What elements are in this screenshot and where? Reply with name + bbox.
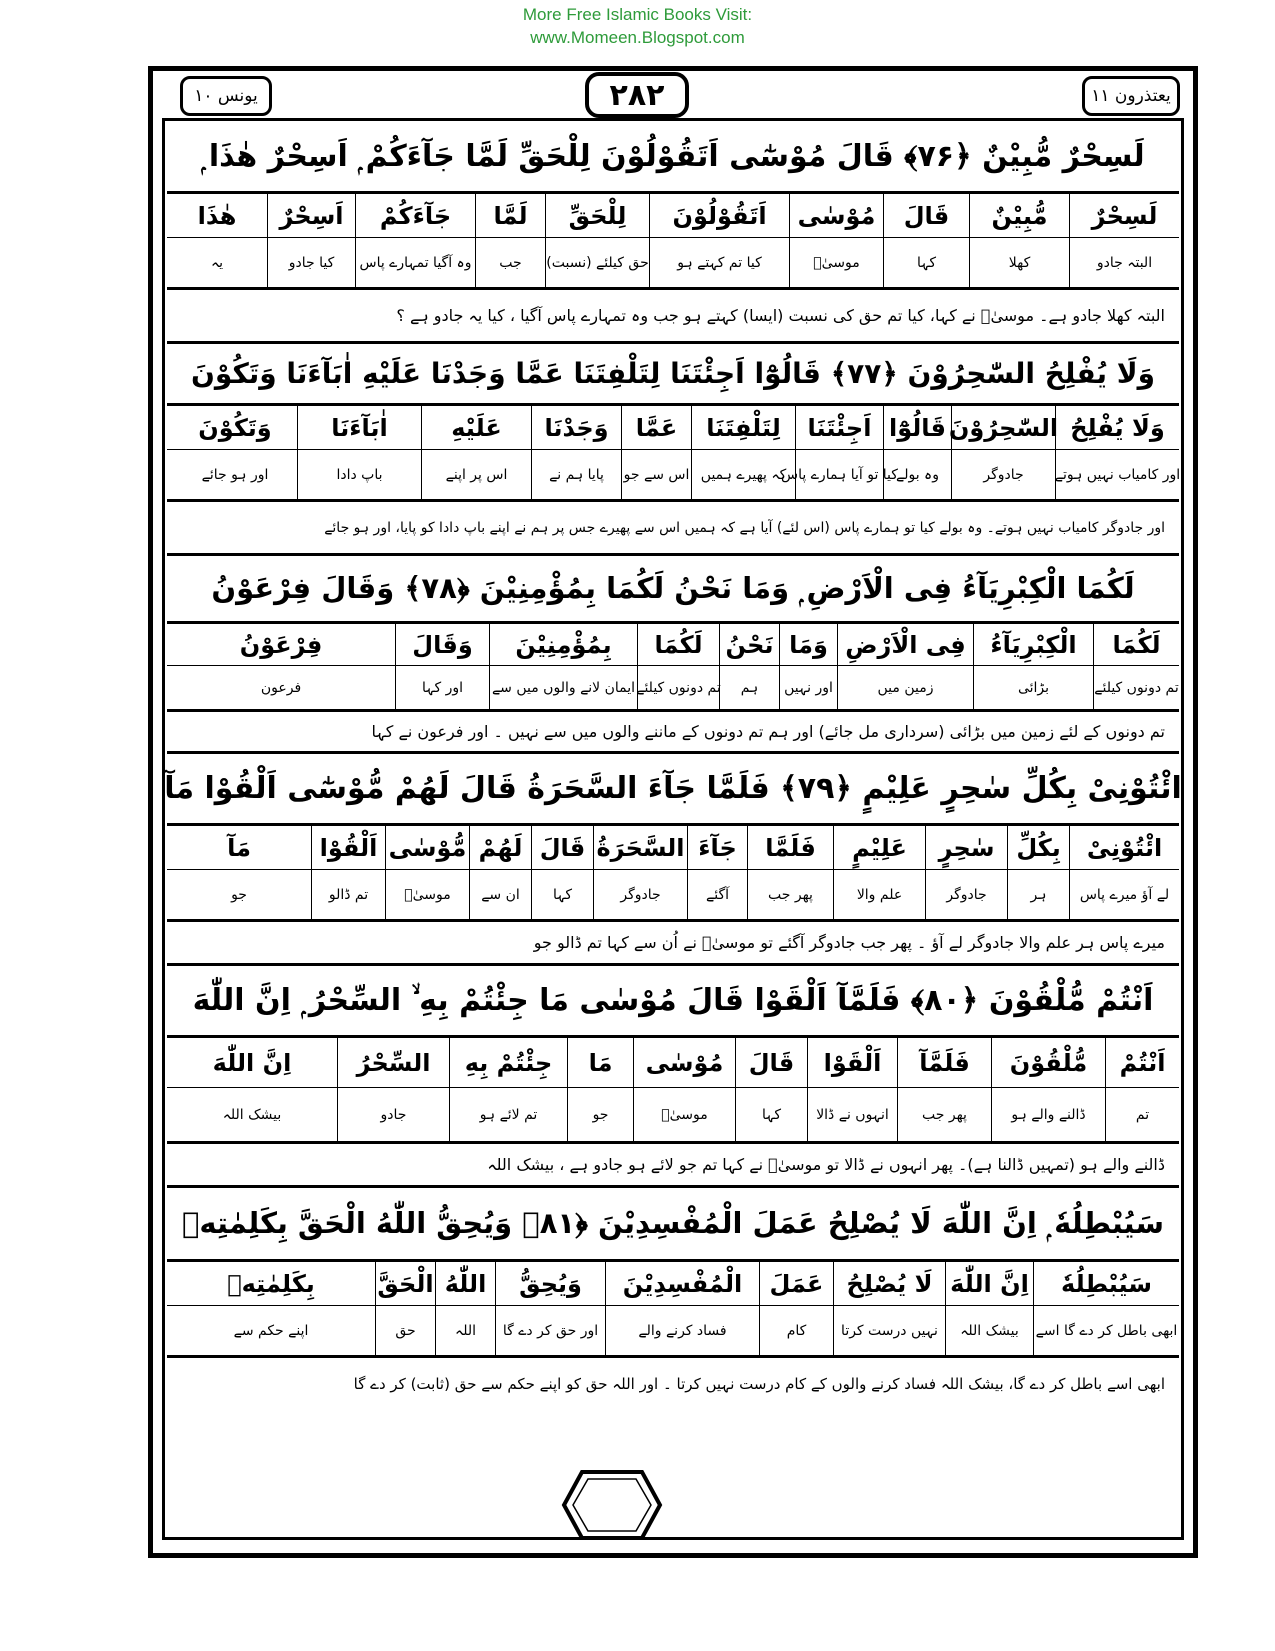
arabic-word: سٰحِرٍ [925,826,1007,869]
urdu-meaning: جادو [337,1088,449,1141]
urdu-meaning: اس پر اپنے [421,450,531,499]
arabic-word: لَسِحْرٌ [1069,194,1179,237]
para-label-text: یعتذرون ۱۱ [1091,86,1171,106]
urdu-meaning: جادوگر [951,450,1055,499]
urdu-meaning-row [167,238,1179,287]
urdu-meaning: ایمان لانے والوں میں سے [489,666,637,709]
arabic-word: فِرْعَوْنُ [239,630,323,659]
urdu-meaning: اور کامیاب نہیں ہوتے [1055,450,1179,499]
urdu-meaning: موسیٰؑ [385,870,469,919]
arabic-word: اَلْقُوْا [311,826,385,869]
urdu-meaning: موسیٰؑ [633,1088,735,1141]
arabic-word: مُّلْقُوْنَ [991,1038,1105,1087]
arabic-word: اَجِئْتَنَا [795,406,883,449]
urdu-meaning: اور نہیں [779,666,837,709]
urdu-meaning: کہ پھیرے ہمیں [691,450,795,499]
arabic-word: مَآ [227,833,251,862]
arabic-word: مُّوْسٰی [385,826,469,869]
urdu-meaning: وہ آگیا تمہارے پاس [355,238,475,287]
verse-line: لَكُمَا الْكِبْرِیَآءُ فِی الْاَرْضِ ۭ وَمَا نَحْنُ لَكُمَا بِمُؤْمِنِیْنَ ﴿۷۸﴾ وَقَالَ فِرْعَوْنُ [167,556,1179,624]
header-link-line1[interactable]: More Free Islamic Books Visit: [522,5,753,24]
arabic-word-row [167,826,1179,870]
urdu-meaning: اپنے حکم سے [233,1322,309,1339]
urdu-meaning: ہر [1007,870,1069,919]
urdu-meaning: ڈالنے والے ہو [991,1088,1105,1141]
urdu-meaning: اور ہو جائے [201,466,269,483]
arabic-word: اَسِحْرٌ [267,194,355,237]
arabic-word: وَتَكُوْنَ [198,413,272,442]
arabic-word: عَلَیْهِ [421,406,531,449]
page-number-text: ۲۸۲ [609,77,665,113]
arabic-word-row [167,1262,1179,1306]
urdu-meaning: ہم [719,666,779,709]
hexagon-ornament [562,1470,662,1540]
arabic-word: لِتَلْفِتَنَا [691,406,795,449]
word-grid [167,826,1179,922]
arabic-word: فَلَمَّا [747,826,833,869]
arabic-word: مَا [567,1038,633,1087]
arabic-word: وَقَالَ [395,624,489,665]
urdu-meaning: پایا ہم نے [531,450,621,499]
arabic-word: لَهُمْ [469,826,531,869]
arabic-word: قَالَ [883,194,969,237]
word-grid [167,406,1179,502]
arabic-word: مُوْسٰی [789,194,883,237]
verse-line: لَسِحْرٌ مُّبِیْنٌ ﴿۷۶﴾ قَالَ مُوْسٰٓی اَتَقُوْلُوْنَ لِلْحَقِّ لَمَّا جَآءَكُمْ ۭ اَسِحْرٌ ھٰذَا ۭ [167,122,1179,194]
urdu-meaning: کیا جادو [267,238,355,287]
urdu-meaning: اللہ [435,1306,495,1355]
arabic-word: لَكُمَا [637,624,719,665]
urdu-meaning: جو [567,1088,633,1141]
urdu-meaning: کیا تو آیا ہمارے پاس [795,450,883,499]
urdu-meaning: کیا تم کہتے ہو [649,238,789,287]
urdu-meaning: تم [1105,1088,1179,1141]
urdu-meaning: علم والا [833,870,925,919]
arabic-word: قَالَ [531,826,593,869]
arabic-word: السَّحَرَةُ [593,826,687,869]
translation-line: میرے پاس ہر علم والا جادوگر لے آؤ ۔ پھر جب جادوگر آگئے تو موسیٰؑ نے اُن سے کہا تم ڈالو جو [167,922,1179,966]
arabic-word: اَلْقَوْا [807,1038,897,1087]
translation-line: اور جادوگر کامیاب نہیں ہوتے۔ وہ بولے کیا تو ہمارے پاس (اس لئے) آیا ہے کہ ہمیں اس سے پھیرے جس پر ہم نے اپنے باپ دادا کو پایا، اور ہو جائے [167,502,1179,556]
urdu-meaning: تم دونوں کیلئے [1093,666,1179,709]
arabic-word: بِمُؤْمِنِیْنَ [489,624,637,665]
urdu-meaning: زمین میں [837,666,973,709]
urdu-meaning: کہا [883,238,969,287]
urdu-meaning: آگئے [687,870,747,919]
urdu-meaning: جادوگر [593,870,687,919]
urdu-meaning: کھلا [969,238,1069,287]
arabic-word: الْمُفْسِدِیْنَ [605,1262,759,1305]
arabic-word: اِنَّ اللّٰهَ [212,1048,292,1077]
verse-line: اَنْتُمْ مُّلْقُوْنَ ﴿۸۰﴾ فَلَمَّآ اَلْقَوْا قَالَ مُوْسٰی مَا جِئْتُمْ بِهِ ۙ السِّحْرُ ۭ اِنَّ اللّٰهَ [167,966,1179,1038]
arabic-word: عَلِیْمٍ [833,826,925,869]
urdu-meaning-row [167,450,1179,499]
surah-label-text: یونس ۱۰ [194,86,258,106]
verse-line: وَلَا یُفْلِحُ السّٰحِرُوْنَ ﴿۷۷﴾ قَالُوْٓا اَجِئْتَنَا لِتَلْفِتَنَا عَمَّا وَجَدْنَا عَلَیْهِ اٰبَآءَنَا وَتَكُوْنَ [167,344,1179,406]
arabic-word: ھٰذَا [197,201,237,230]
arabic-word: عَمَلَ [759,1262,833,1305]
urdu-meaning: جو [231,886,247,903]
word-grid [167,624,1179,712]
urdu-meaning: فساد کرنے والے [605,1306,759,1355]
arabic-word: قَالَ [735,1038,807,1087]
arabic-word: اَتَقُوْلُوْنَ [649,194,789,237]
arabic-word: اَنْتُمْ [1105,1038,1179,1087]
arabic-word: جَآءَ [687,826,747,869]
urdu-meaning-row [167,870,1179,919]
urdu-meaning: البتہ جادو [1069,238,1179,287]
arabic-word: اٰبَآءَنَا [297,406,421,449]
verse-line: سَیُبْطِلُهٗ ۭ اِنَّ اللّٰهَ لَا یُصْلِحُ عَمَلَ الْمُفْسِدِیْنَ ﴿۸۱﴾ وَیُحِقُّ اللّٰهُ الْحَقَّ بِكَلِمٰتِهٖ [167,1188,1179,1262]
arabic-word: ائْتُوْنِیْ [1069,826,1179,869]
arabic-word: الْكِبْرِیَآءُ [973,624,1093,665]
translation-line: البتہ کھلا جادو ہے۔ موسیٰؑ نے کہا، کیا تم حق کی نسبت (ایسا) کہتے ہو جب وہ تمہارے پاس آگیا ، کیا یہ جادو ہے ؟ [167,290,1179,344]
arabic-word: جَآءَكُمْ [355,194,475,237]
urdu-meaning: کہا [531,870,593,919]
urdu-meaning: تم دونوں کیلئے [637,666,719,709]
urdu-meaning: باپ دادا [297,450,421,499]
urdu-meaning: نہیں درست کرتا [833,1306,945,1355]
arabic-word: وَجَدْنَا [531,406,621,449]
word-grid [167,1038,1179,1144]
translation-line: ڈالنے والے ہو (تمہیں ڈالنا ہے)۔ پھر انہوں نے ڈالا تو موسیٰؑ نے کہا تم جو لائے ہو جادو ہے ، بیشک اللہ [167,1144,1179,1188]
arabic-word: لَكُمَا [1093,624,1179,665]
urdu-meaning: کام [759,1306,833,1355]
translation-line: تم دونوں کے لئے زمین میں بڑائی (سرداری مل جائے) اور ہم تم دونوں کے ماننے والوں میں سے نہیں ۔ اور فرعون نے کہا [167,712,1179,754]
arabic-word: بِكُلِّ [1007,826,1069,869]
urdu-meaning: اس سے جو [621,450,691,499]
arabic-word: فِی الْاَرْضِ [837,624,973,665]
urdu-meaning: پھر جب [747,870,833,919]
translation-line: ابھی اسے باطل کر دے گا، بیشک اللہ فساد کرنے والوں کے کام درست نہیں کرتا ۔ اور اللہ حق کو اپنے حکم سے حق (ثابت) کر دے گا [353,1375,1165,1393]
arabic-word: الْحَقَّ [375,1262,435,1305]
arabic-word: مُّبِیْنٌ [969,194,1069,237]
urdu-meaning: اور کہا [395,666,489,709]
urdu-meaning: ان سے [469,870,531,919]
urdu-meaning-row [167,666,1179,709]
urdu-meaning: لے آؤ میرے پاس [1069,870,1179,919]
arabic-word: جِئْتُمْ بِهِ [449,1038,567,1087]
arabic-word: السِّحْرُ [337,1038,449,1087]
urdu-meaning: تم لائے ہو [449,1088,567,1141]
arabic-word: لَا یُصْلِحُ [833,1262,945,1305]
arabic-word: سَیُبْطِلُهٗ [1033,1262,1179,1305]
arabic-word: عَمَّا [621,406,691,449]
urdu-meaning: پھر جب [897,1088,991,1141]
urdu-meaning: وہ بولے [883,450,951,499]
header-link-line2[interactable]: www.Momeen.Blogspot.com [530,28,745,47]
arabic-word: قَالُوْٓا [883,406,951,449]
word-grid [167,1262,1179,1358]
urdu-meaning: اور حق کر دے گا [495,1306,605,1355]
urdu-meaning: تم ڈالو [311,870,385,919]
urdu-meaning: فرعون [260,679,302,696]
urdu-meaning: بیشک اللہ [222,1106,282,1123]
urdu-meaning: کہا [735,1088,807,1141]
arabic-word: مُوْسٰی [633,1038,735,1087]
urdu-meaning: حق [375,1306,435,1355]
page-number [585,72,689,118]
arabic-word-row [167,624,1179,666]
urdu-meaning: ابھی باطل کر دے گا اسے [1033,1306,1179,1355]
urdu-meaning: جب [475,238,545,287]
arabic-word: وَمَا [779,624,837,665]
word-grid [167,194,1179,290]
arabic-word: السّٰحِرُوْنَ [951,406,1055,449]
arabic-word: لَمَّا [475,194,545,237]
urdu-meaning-row [167,1306,1179,1355]
urdu-meaning: بیشک اللہ [945,1306,1033,1355]
arabic-word-row [167,406,1179,450]
urdu-meaning: یہ [210,254,224,271]
surah-label [180,76,272,116]
urdu-meaning: انہوں نے ڈالا [807,1088,897,1141]
arabic-word: وَیُحِقُّ [495,1262,605,1305]
arabic-word: بِكَلِمٰتِهٖ [227,1269,315,1298]
arabic-word: اِنَّ اللّٰهَ [945,1262,1033,1305]
arabic-word: اللّٰهُ [435,1262,495,1305]
para-label [1082,76,1180,116]
arabic-word-row [167,1038,1179,1088]
arabic-word: نَحْنُ [719,624,779,665]
urdu-meaning: موسیٰؑ [789,238,883,287]
arabic-word: لِلْحَقِّ [545,194,649,237]
arabic-word-row [167,194,1179,238]
verse-line: ائْتُوْنِیْ بِكُلِّ سٰحِرٍ عَلِیْمٍ ﴿۷۹﴾ فَلَمَّا جَآءَ السَّحَرَةُ قَالَ لَهُمْ مُّوْسٰٓی اَلْقُوْا مَآ [167,754,1179,826]
urdu-meaning: بڑائی [973,666,1093,709]
arabic-word: وَلَا یُفْلِحُ [1055,406,1179,449]
urdu-meaning-row [167,1088,1179,1141]
urdu-meaning: جادوگر [925,870,1007,919]
urdu-meaning: حق کیلئے (نسبت) [545,238,649,287]
arabic-word: فَلَمَّآ [897,1038,991,1087]
